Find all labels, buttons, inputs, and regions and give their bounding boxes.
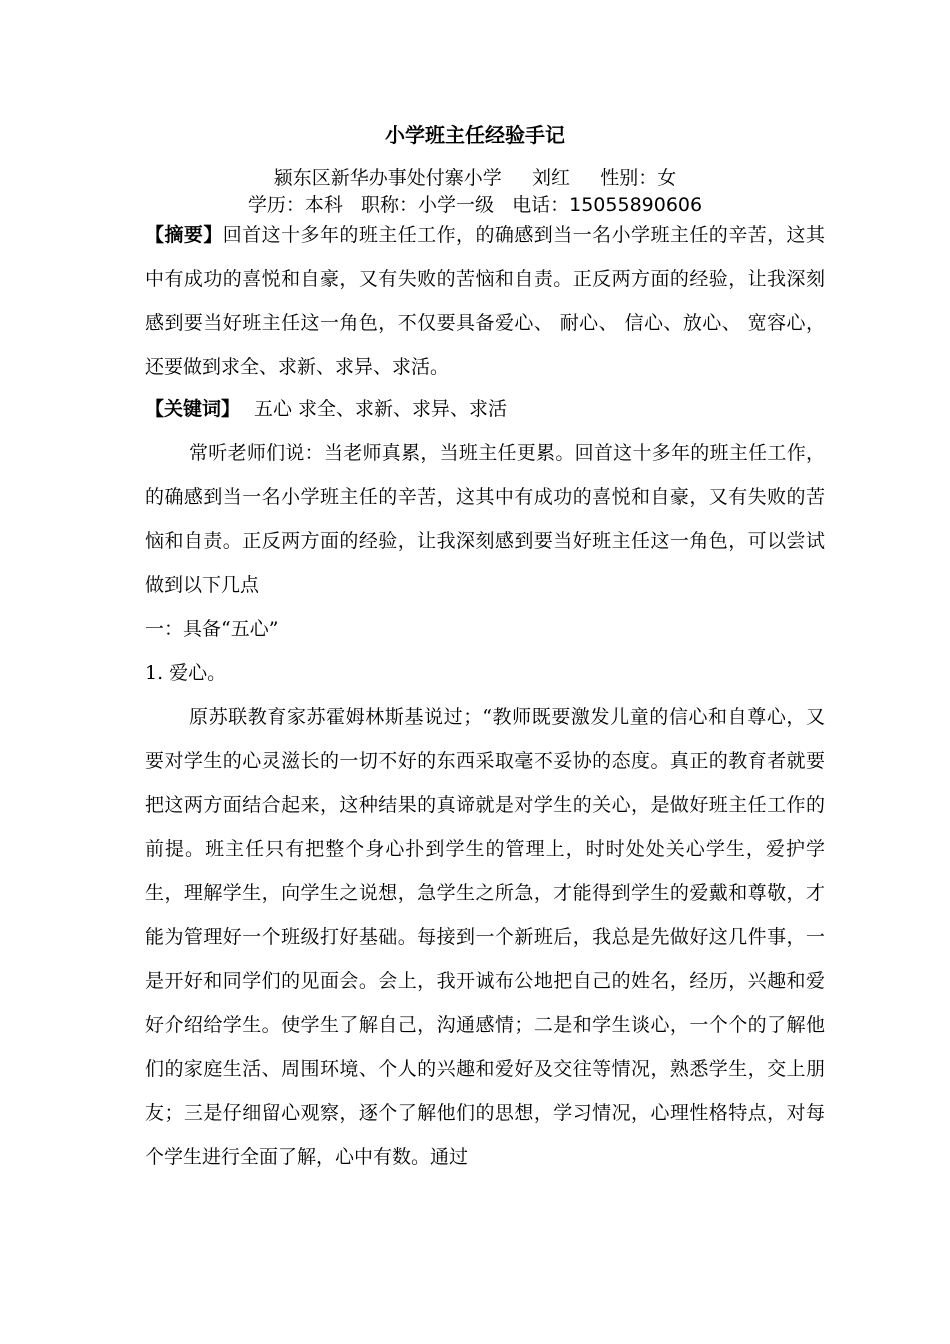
keywords-label: 【关键词】 — [145, 398, 241, 420]
phone-number: 15055890606 — [569, 194, 703, 216]
document-title: 小学班主任经验手记 — [385, 123, 565, 147]
abstract-text: 回首这十多年的班主任工作，的确感到当一名小学班主任的辛苦，这其中有成功的喜悦和自豪，又有失败的苦恼和自责。正反两方面的经验，让我深刻感到要当好班主任这一角色，不仅要具备爱心、 耐心、 信心、放心、 宽容心，还要做到求全、求新、求异、求活。 — [145, 224, 825, 378]
abstract-label: 【摘要】 — [145, 224, 223, 246]
credentials-text: 学历：本科 职称：小学一级 电话： — [247, 194, 570, 216]
body-paragraph: 原苏联教育家苏霍姆林斯基说过；“教师既要激发儿童的信心和自尊心，又要对学生的心灵滋长的一切不好的东西采取毫不妥协的态度。真正的教育者就要把这两方面结合起来，这种结果的真谛就是对学生的关心，是做好班主任工作的前提。班主任只有把整个身心扑到学生的管理上，时时处处关心学生，爱护学生，理解学生，向学生之说想，急学生之所急，才能得到学生的爱戴和尊敬，才能为管理好一个班级打好基础。每接到一个新班后，我总是先做好这几件事，一是开好和同学们的见面会。会上，我开诚布公地把自己的姓名，经历，兴趣和爱好介绍给学生。使学生了解自己，沟通感情；二是和学生谈心，一个个的了解他们的家庭生活、周围环境、个人的兴趣和爱好及交往等情况，熟悉学生，交上朋友；三是仔细留心观察，逐个了解他们的思想，学习情况，心理性格特点，对每个学生进行全面了解，心中有数。通过 — [145, 706, 825, 1168]
keywords-paragraph — [145, 387, 825, 431]
keywords-text: 五心 求全、求新、求异、求活 — [254, 398, 508, 420]
abstract-paragraph — [145, 213, 825, 389]
author-info-line: 颍东区新华办事处付寨小学 刘红 性别：女 — [273, 167, 677, 189]
section-heading: 一：具备“五心” — [145, 618, 279, 640]
subsection-heading: 1. 爱心。 — [145, 662, 227, 684]
intro-paragraph: 常听老师们说：当老师真累，当班主任更累。回首这十多年的班主任工作，的确感到当一名小学班主任的辛苦，这其中有成功的喜悦和自豪，又有失败的苦恼和自责。正反两方面的经验，让我深刻感到要当好班主任这一角色，可以尝试做到以下几点 — [145, 442, 825, 596]
